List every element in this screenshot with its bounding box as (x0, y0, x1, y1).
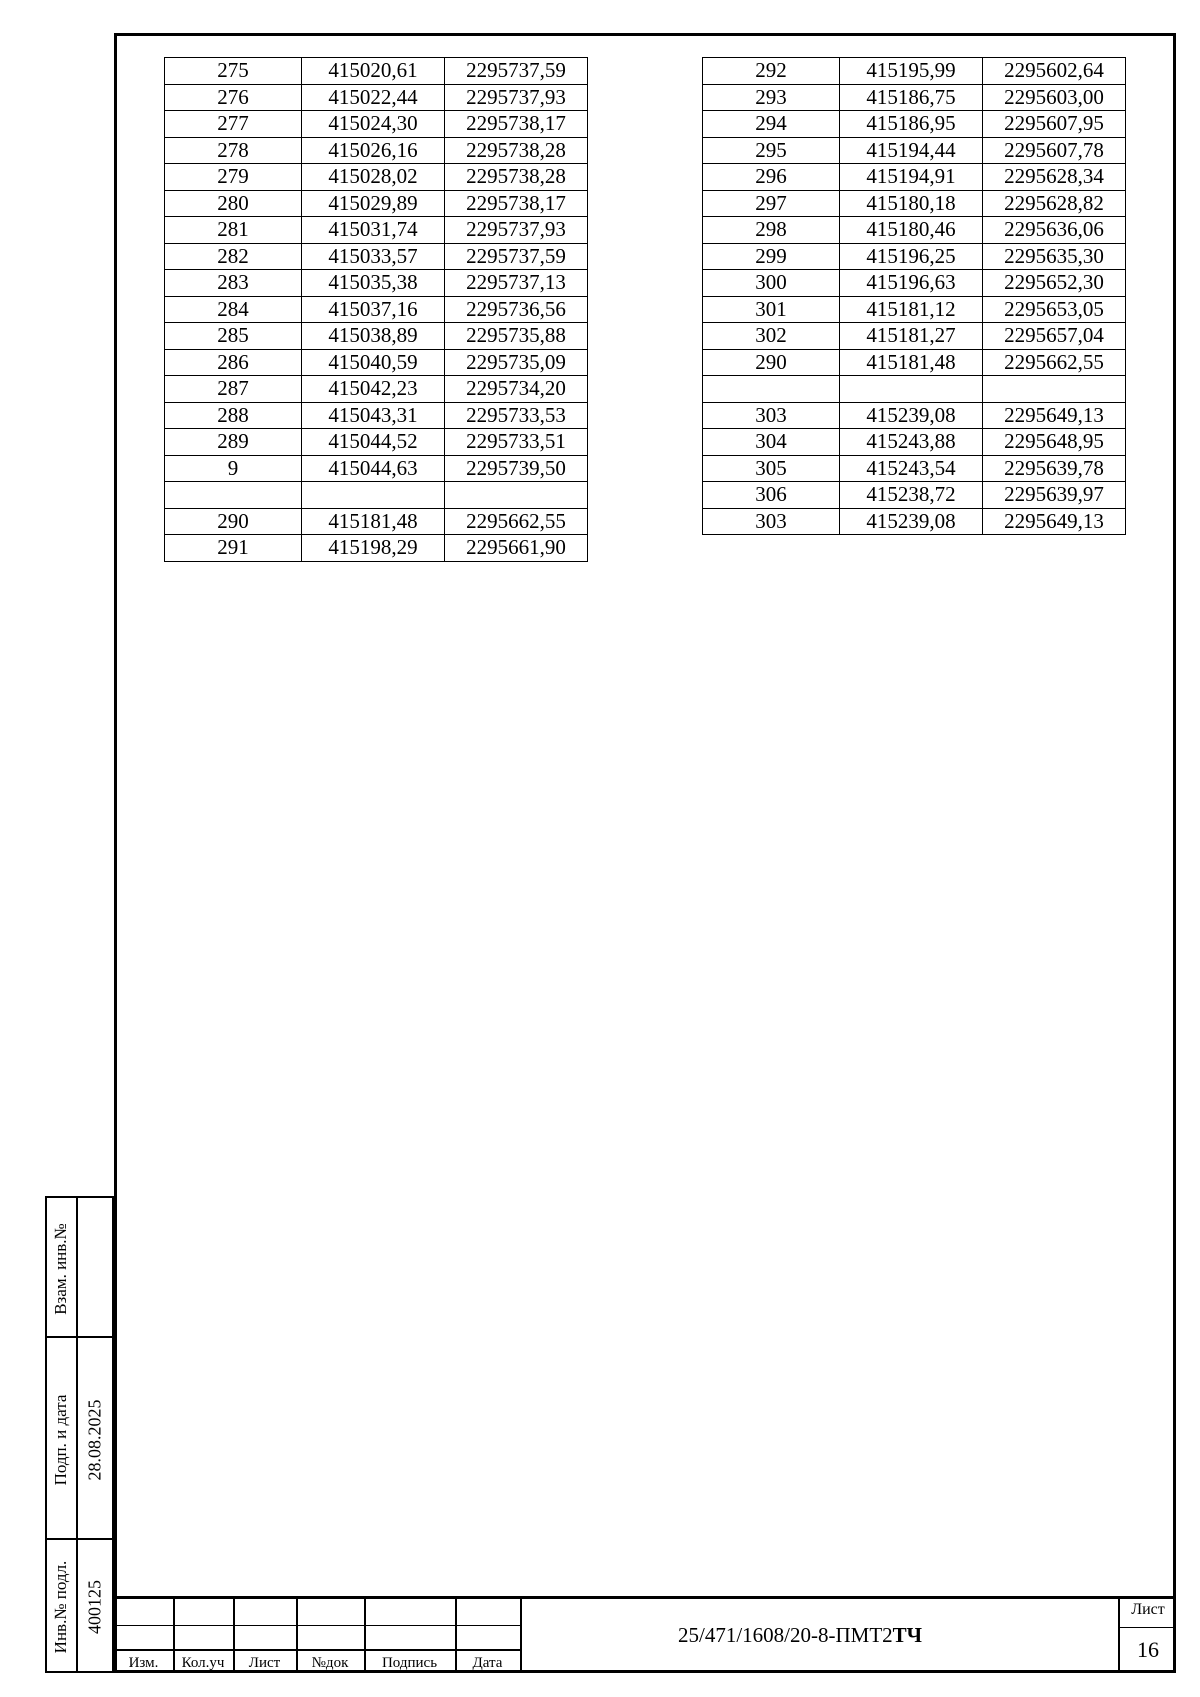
x-coordinate-cell: 415181,27 (840, 323, 983, 350)
point-number-cell: 280 (165, 190, 302, 217)
point-number-cell: 291 (165, 535, 302, 562)
y-coordinate-cell: 2295737,59 (445, 243, 588, 270)
y-coordinate-cell: 2295738,17 (445, 111, 588, 138)
y-coordinate-cell: 2295738,17 (445, 190, 588, 217)
table-row (703, 137, 1126, 164)
table-row (165, 349, 588, 376)
x-coordinate-cell: 415026,16 (302, 137, 445, 164)
y-coordinate-cell: 2295735,88 (445, 323, 588, 350)
point-number-cell: 279 (165, 164, 302, 191)
point-number-cell: 294 (703, 111, 840, 138)
point-number-cell: 305 (703, 455, 840, 482)
point-number-cell: 306 (703, 482, 840, 509)
y-coordinate-cell: 2295738,28 (445, 164, 588, 191)
point-number-cell: 290 (165, 508, 302, 535)
y-coordinate-cell: 2295661,90 (445, 535, 588, 562)
table-row (165, 164, 588, 191)
point-number-cell: 295 (703, 137, 840, 164)
y-coordinate-cell: 2295653,05 (983, 296, 1126, 323)
x-coordinate-cell: 415028,02 (302, 164, 445, 191)
table-row (703, 376, 1126, 403)
point-number-cell: 303 (703, 508, 840, 535)
y-coordinate-cell: 2295639,78 (983, 455, 1126, 482)
y-coordinate-cell: 2295648,95 (983, 429, 1126, 456)
side-strip-podp (45, 1336, 114, 1540)
point-number-cell: 303 (703, 402, 840, 429)
table-row (703, 323, 1126, 350)
point-number-cell: 300 (703, 270, 840, 297)
coordinates-table-right (702, 57, 1126, 535)
table-body-left (165, 58, 588, 562)
x-coordinate-cell: 415195,99 (840, 58, 983, 85)
col-ndok: №док (311, 1655, 349, 1671)
x-coordinate-cell: 415186,95 (840, 111, 983, 138)
point-number-cell: 277 (165, 111, 302, 138)
y-coordinate-cell: 2295657,04 (983, 323, 1126, 350)
table-row (703, 296, 1126, 323)
table-row (703, 455, 1126, 482)
table-row (165, 323, 588, 350)
x-coordinate-cell: 415024,30 (302, 111, 445, 138)
x-coordinate-cell: 415196,63 (840, 270, 983, 297)
table-row (703, 270, 1126, 297)
y-coordinate-cell: 2295649,13 (983, 508, 1126, 535)
x-coordinate-cell: 415196,25 (840, 243, 983, 270)
point-number-cell: 283 (165, 270, 302, 297)
x-coordinate-cell: 415181,48 (302, 508, 445, 535)
document-code (678, 1623, 1078, 1648)
x-coordinate-cell (302, 482, 445, 509)
x-coordinate-cell: 415239,08 (840, 402, 983, 429)
table-row (165, 84, 588, 111)
table-row (165, 190, 588, 217)
point-number-cell: 299 (703, 243, 840, 270)
table-row (703, 243, 1126, 270)
y-coordinate-cell: 2295734,20 (445, 376, 588, 403)
y-coordinate-cell: 2295607,78 (983, 137, 1126, 164)
y-coordinate-cell: 2295639,97 (983, 482, 1126, 509)
x-coordinate-cell: 415181,48 (840, 349, 983, 376)
table-body-right (703, 58, 1126, 535)
y-coordinate-cell: 2295738,28 (445, 137, 588, 164)
table-row (703, 164, 1126, 191)
point-number-cell: 286 (165, 349, 302, 376)
y-coordinate-cell: 2295735,09 (445, 349, 588, 376)
table-row (165, 111, 588, 138)
col-list: Лист (248, 1655, 281, 1671)
point-number-cell (165, 482, 302, 509)
col-izm: Изм. (128, 1655, 159, 1671)
side-strip-inv (45, 1538, 114, 1673)
y-coordinate-cell: 2295733,53 (445, 402, 588, 429)
point-number-cell: 292 (703, 58, 840, 85)
point-number-cell: 302 (703, 323, 840, 350)
table-row (165, 455, 588, 482)
x-coordinate-cell: 415243,54 (840, 455, 983, 482)
y-coordinate-cell: 2295603,00 (983, 84, 1126, 111)
x-coordinate-cell: 415186,75 (840, 84, 983, 111)
point-number-cell: 276 (165, 84, 302, 111)
point-number-cell: 281 (165, 217, 302, 244)
x-coordinate-cell: 415037,16 (302, 296, 445, 323)
table-row (165, 535, 588, 562)
x-coordinate-cell: 415035,38 (302, 270, 445, 297)
sheet-number: 16 (1137, 1637, 1159, 1662)
col-kol-uch: Кол.уч (181, 1655, 225, 1671)
document-code-suffix: ТЧ (892, 1623, 923, 1647)
podp-date-label: Подп. и дата (51, 1394, 70, 1486)
y-coordinate-cell: 2295736,56 (445, 296, 588, 323)
point-number-cell: 278 (165, 137, 302, 164)
table-row (703, 217, 1126, 244)
table-row (703, 58, 1126, 85)
table-row (165, 270, 588, 297)
point-number-cell: 289 (165, 429, 302, 456)
point-number-cell: 296 (703, 164, 840, 191)
table-row (703, 84, 1126, 111)
point-number-cell: 284 (165, 296, 302, 323)
x-coordinate-cell: 415043,31 (302, 402, 445, 429)
point-number-cell: 304 (703, 429, 840, 456)
x-coordinate-cell: 415040,59 (302, 349, 445, 376)
vzam-inv-label: Взам. инв.№ (51, 1223, 70, 1315)
point-number-cell: 9 (165, 455, 302, 482)
y-coordinate-cell: 2295607,95 (983, 111, 1126, 138)
y-coordinate-cell: 2295636,06 (983, 217, 1126, 244)
point-number-cell: 282 (165, 243, 302, 270)
x-coordinate-cell: 415031,74 (302, 217, 445, 244)
table-row (165, 482, 588, 509)
x-coordinate-cell: 415042,23 (302, 376, 445, 403)
point-number-cell (703, 376, 840, 403)
point-number-cell: 293 (703, 84, 840, 111)
table-row (165, 137, 588, 164)
point-number-cell: 288 (165, 402, 302, 429)
y-coordinate-cell: 2295662,55 (445, 508, 588, 535)
y-coordinate-cell (983, 376, 1126, 403)
table-row (703, 508, 1126, 535)
table-row (165, 217, 588, 244)
table-row (165, 243, 588, 270)
table-row (703, 190, 1126, 217)
point-number-cell: 285 (165, 323, 302, 350)
document-code-main: 25/471/1608/20-8-ПМТ2 (678, 1623, 893, 1647)
coordinates-table-left (164, 57, 588, 562)
y-coordinate-cell: 2295652,30 (983, 270, 1126, 297)
sheet-label: Лист (1131, 1601, 1165, 1618)
y-coordinate-cell: 2295737,59 (445, 58, 588, 85)
y-coordinate-cell: 2295739,50 (445, 455, 588, 482)
y-coordinate-cell: 2295602,64 (983, 58, 1126, 85)
y-coordinate-cell: 2295635,30 (983, 243, 1126, 270)
x-coordinate-cell: 415033,57 (302, 243, 445, 270)
y-coordinate-cell: 2295662,55 (983, 349, 1126, 376)
point-number-cell: 301 (703, 296, 840, 323)
point-number-cell: 298 (703, 217, 840, 244)
x-coordinate-cell: 415038,89 (302, 323, 445, 350)
x-coordinate-cell: 415180,18 (840, 190, 983, 217)
point-number-cell: 275 (165, 58, 302, 85)
x-coordinate-cell: 415044,63 (302, 455, 445, 482)
side-strip-vzam (45, 1196, 114, 1338)
inv-podl-value: 400125 (84, 1580, 105, 1634)
y-coordinate-cell: 2295649,13 (983, 402, 1126, 429)
table-row (703, 429, 1126, 456)
x-coordinate-cell: 415022,44 (302, 84, 445, 111)
table-row (703, 402, 1126, 429)
x-coordinate-cell: 415180,46 (840, 217, 983, 244)
x-coordinate-cell: 415020,61 (302, 58, 445, 85)
y-coordinate-cell: 2295628,82 (983, 190, 1126, 217)
x-coordinate-cell: 415238,72 (840, 482, 983, 509)
table-row (703, 482, 1126, 509)
table-row (165, 429, 588, 456)
point-number-cell: 297 (703, 190, 840, 217)
table-row (165, 376, 588, 403)
x-coordinate-cell: 415198,29 (302, 535, 445, 562)
x-coordinate-cell: 415194,44 (840, 137, 983, 164)
x-coordinate-cell: 415029,89 (302, 190, 445, 217)
podp-date-value: 28.08.2025 (84, 1399, 105, 1481)
col-podpis: Подпись (381, 1655, 438, 1671)
inv-podl-label: Инв.№ подл. (51, 1560, 70, 1654)
table-row (703, 349, 1126, 376)
y-coordinate-cell: 2295737,13 (445, 270, 588, 297)
table-row (165, 402, 588, 429)
x-coordinate-cell (840, 376, 983, 403)
table-row (165, 296, 588, 323)
x-coordinate-cell: 415044,52 (302, 429, 445, 456)
y-coordinate-cell (445, 482, 588, 509)
x-coordinate-cell: 415239,08 (840, 508, 983, 535)
table-row (703, 111, 1126, 138)
y-coordinate-cell: 2295737,93 (445, 84, 588, 111)
table-row (165, 58, 588, 85)
table-row (165, 508, 588, 535)
y-coordinate-cell: 2295733,51 (445, 429, 588, 456)
y-coordinate-cell: 2295628,34 (983, 164, 1126, 191)
col-data: Дата (472, 1655, 503, 1671)
x-coordinate-cell: 415181,12 (840, 296, 983, 323)
point-number-cell: 290 (703, 349, 840, 376)
point-number-cell: 287 (165, 376, 302, 403)
x-coordinate-cell: 415194,91 (840, 164, 983, 191)
y-coordinate-cell: 2295737,93 (445, 217, 588, 244)
x-coordinate-cell: 415243,88 (840, 429, 983, 456)
